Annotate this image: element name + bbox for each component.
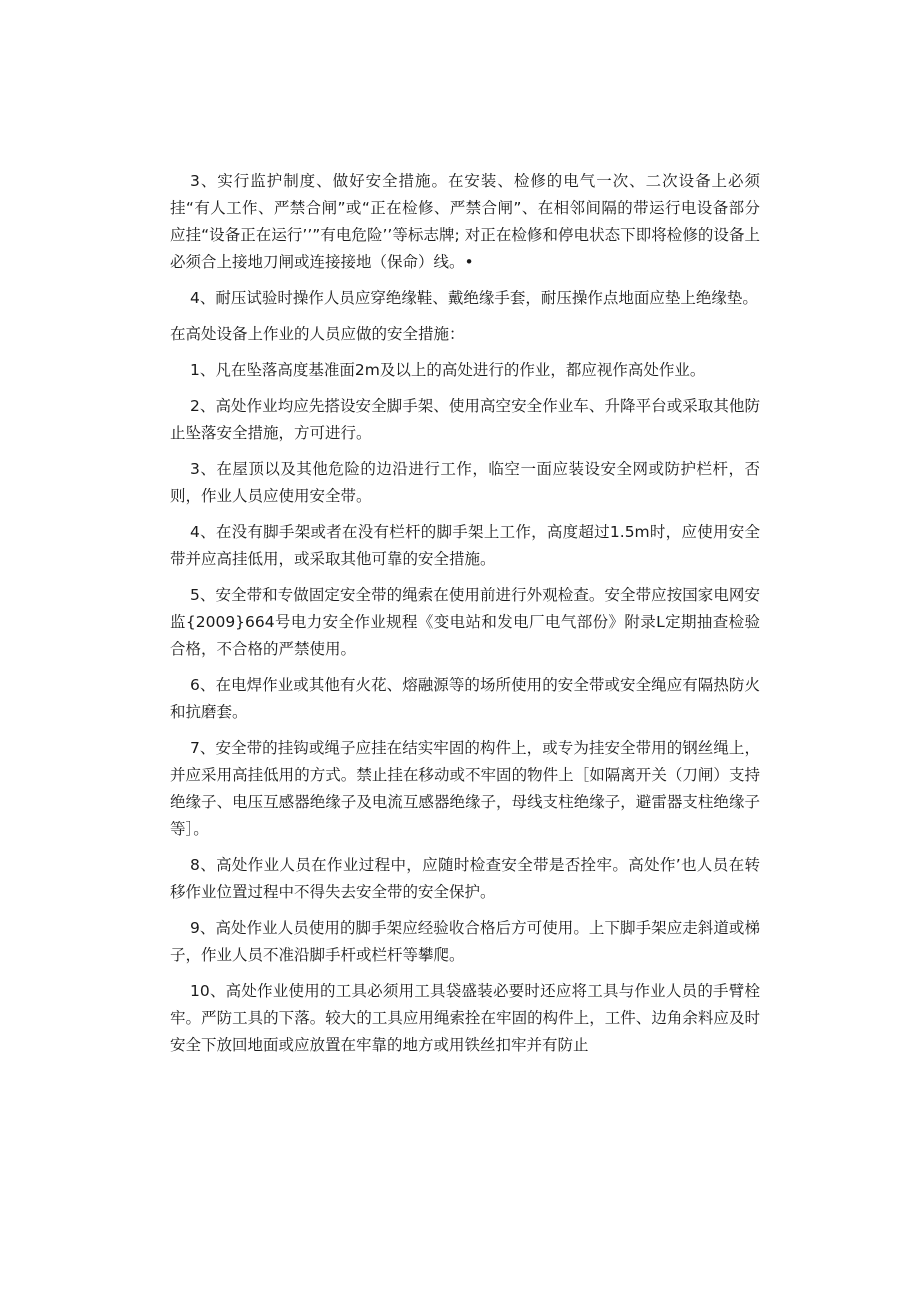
section-heading-height-work: 在高处设备上作业的人员应做的安全措施： bbox=[170, 325, 465, 343]
paragraph-height-4: 4、在没有脚手架或者在没有栏杆的脚手架上工作，高度超过1.5m时，应使用安全带并应高挂低用，或采取其他可靠的安全措施。 bbox=[170, 523, 760, 568]
document-body bbox=[170, 168, 760, 1068]
paragraph-height-10: 10、高处作业使用的工具必须用工具袋盛装必要时还应将工具与作业人员的手臂栓牢。严防工具的下落。较大的工具应用绳索拴在牢固的构件上，工件、边角余料应及时安全下放回地面或应放置在牢靠的地方或用铁丝扣牢并有防止 bbox=[170, 982, 760, 1054]
paragraph-height-7: 7、安全带的挂钩或绳子应挂在结实牢固的构件上，或专为挂安全带用的钢丝绳上，并应采用高挂低用的方式。禁止挂在移动或不牢固的物件上［如隔离开关（刀闸）支持绝缘子、电压互感器绝缘子及电流互感器绝缘子，母线支柱绝缘子，避雷器支柱绝缘子等］。 bbox=[170, 739, 760, 838]
paragraph-height-6: 6、在电焊作业或其他有火花、熔融源等的场所使用的安全带或安全绳应有隔热防火和抗磨套。 bbox=[170, 676, 760, 721]
paragraph-height-1: 1、凡在坠落高度基准面2m及以上的高处进行的作业，都应视作高处作业。 bbox=[190, 361, 706, 379]
paragraph-height-8: 8、高处作业人员在作业过程中，应随时检查安全带是否拴牢。高处作’也人员在转移作业位置过程中不得失去安全带的安全保护。 bbox=[170, 856, 760, 901]
paragraph-height-9: 9、高处作业人员使用的脚手架应经验收合格后方可使用。上下脚手架应走斜道或梯子，作业人员不准沿脚手杆或栏杆等攀爬。 bbox=[170, 919, 760, 964]
paragraph-4-withstand-test: 4、耐压试验时操作人员应穿绝缘鞋、戴绝缘手套，耐压操作点地面应垫上绝缘垫。 bbox=[190, 289, 758, 307]
paragraph-height-5: 5、安全带和专做固定安全带的绳索在使用前进行外观检查。安全带应按国家电网安监{2009}664号电力安全作业规程《变电站和发电厂电气部份》附录L定期抽查检验合格，不合格的严禁使用。 bbox=[170, 586, 760, 658]
paragraph-height-3: 3、在屋顶以及其他危险的边沿进行工作，临空一面应装设安全网或防护栏杆，否则，作业人员应使用安全带。 bbox=[170, 460, 760, 505]
paragraph-height-2: 2、高处作业均应先搭设安全脚手架、使用高空安全作业车、升降平台或采取其他防止坠落安全措施，方可进行。 bbox=[170, 397, 760, 442]
paragraph-3-monitoring: 3、实行监护制度、做好安全措施。在安装、检修的电气一次、二次设备上必须挂“有人工作、严禁合闸”或“正在检修、严禁合闸”、在相邻间隔的带运行电设备部分应挂“设备正在运行’’”有电危险’’等标志牌; 对正在检修和停电状态下即将检修的设备上必须合上接地刀闸或连接接地（保命）线。• bbox=[170, 172, 760, 271]
